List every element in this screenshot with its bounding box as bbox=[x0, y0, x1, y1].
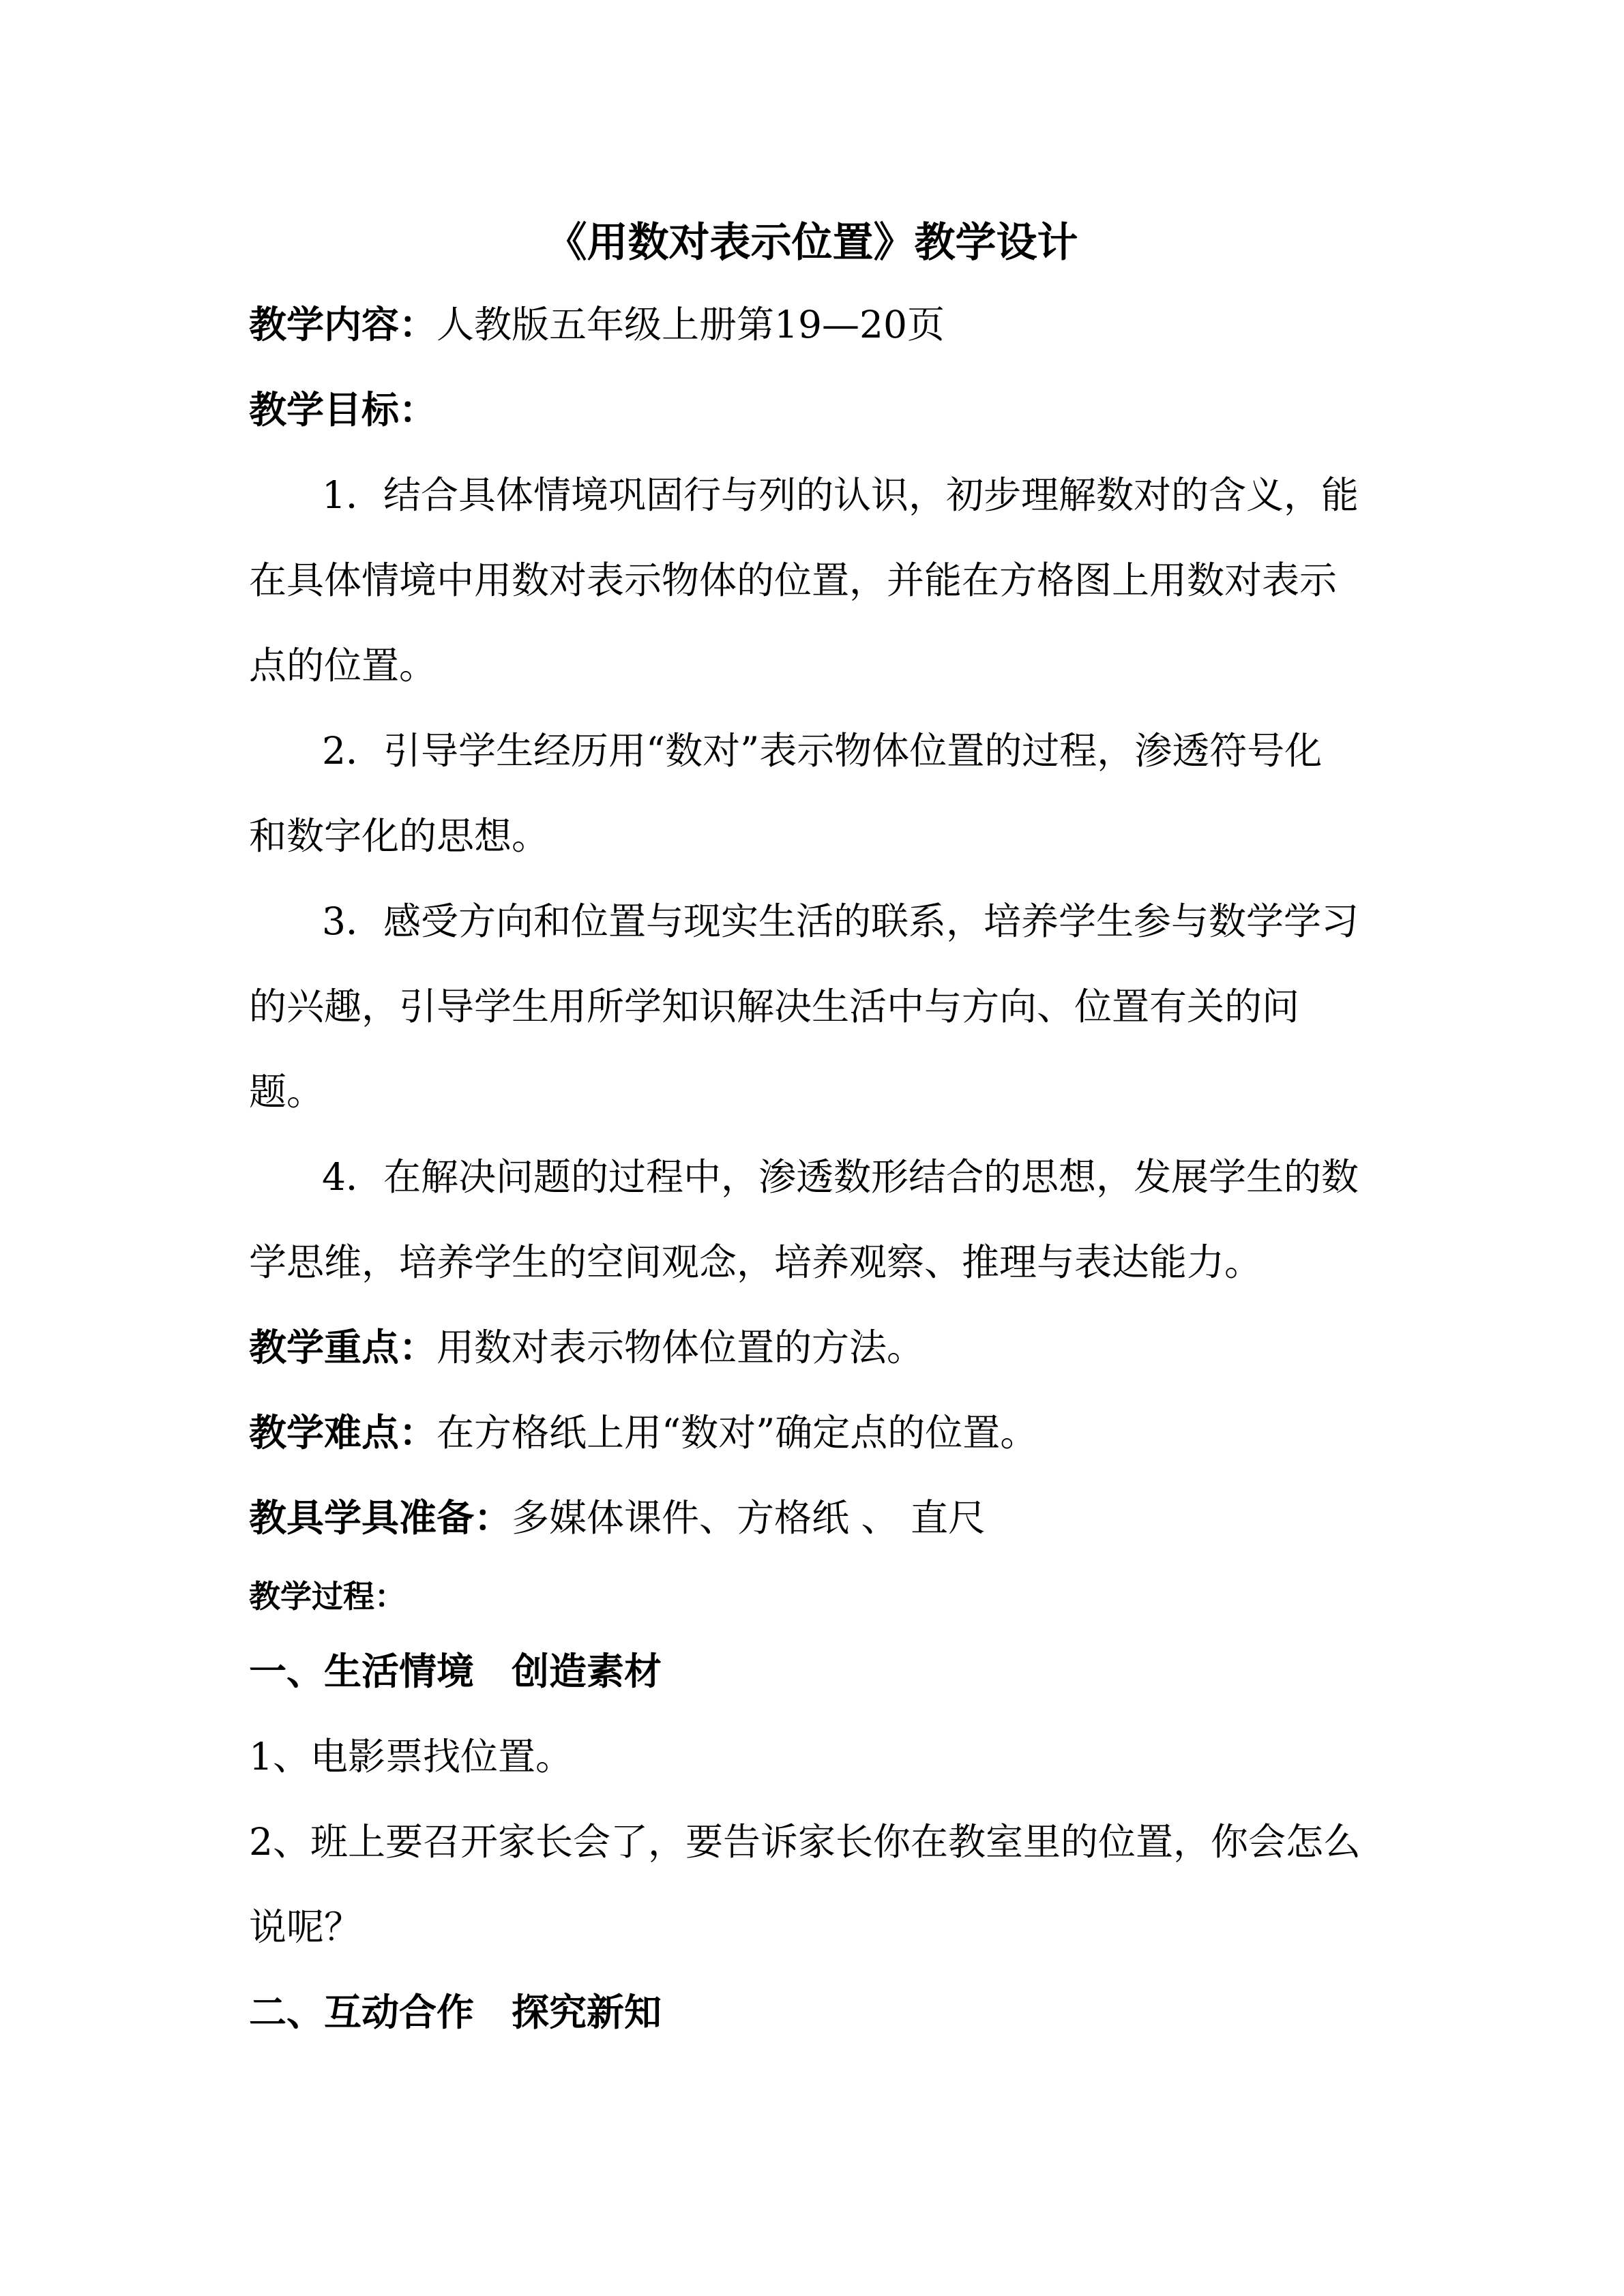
section-1-item-1: 1、电影票找位置。 bbox=[249, 1735, 573, 1778]
tools bbox=[249, 1493, 986, 1542]
goal-1-line-3: 点的位置。 bbox=[249, 644, 437, 687]
tools-label: 教具学具准备： bbox=[249, 1496, 512, 1540]
document-title: 《用数对表示位置》教学设计 bbox=[546, 219, 1078, 267]
difficulty-text: 在方格纸上用“数对”确定点的位置。 bbox=[437, 1411, 1038, 1455]
section-1-item-2-line-2: 说呢？ bbox=[249, 1905, 362, 1949]
teaching-goals-label: 教学目标： bbox=[249, 388, 437, 432]
section-1-item-2-line-1: 2、班上要召开家长会了，要告诉家长你在教室里的位置，你会怎么 bbox=[249, 1820, 1361, 1864]
key-point bbox=[249, 1323, 924, 1372]
goal-3-line-3: 题。 bbox=[249, 1070, 325, 1114]
key-point-text: 用数对表示物体位置的方法。 bbox=[437, 1326, 925, 1369]
tools-text: 多媒体课件、方格纸 、 直尺 bbox=[512, 1496, 986, 1540]
teaching-content-text: 人教版五年级上册第19—20页 bbox=[437, 303, 945, 346]
section-1-heading: 一、生活情境 创造素材 bbox=[249, 1650, 662, 1693]
goal-4-line-1: 4．在解决问题的过程中，渗透数形结合的思想，发展学生的数 bbox=[322, 1155, 1359, 1199]
goal-3-line-2: 的兴趣，引导学生用所学知识解决生活中与方向、位置有关的问 bbox=[249, 985, 1300, 1028]
section-2-heading: 二、互动合作 探究新知 bbox=[249, 1991, 662, 2034]
teaching-content bbox=[249, 300, 945, 349]
difficulty bbox=[249, 1408, 1037, 1457]
goal-1-line-1: 1．结合具体情境巩固行与列的认识，初步理解数对的含义，能 bbox=[322, 473, 1359, 517]
goal-2-line-2: 和数字化的思想。 bbox=[249, 814, 550, 858]
teaching-process-label: 教学过程： bbox=[249, 1578, 406, 1615]
goal-1-line-2: 在具体情境中用数对表示物体的位置，并能在方格图上用数对表示 bbox=[249, 558, 1338, 602]
key-point-label: 教学重点： bbox=[249, 1326, 437, 1369]
teaching-content-label: 教学内容： bbox=[249, 303, 437, 346]
goal-3-line-1: 3．感受方向和位置与现实生活的联系，培养学生参与数学学习 bbox=[322, 899, 1359, 943]
goal-4-line-2: 学思维，培养学生的空间观念，培养观察、推理与表达能力。 bbox=[249, 1240, 1263, 1284]
goal-2-line-1: 2．引导学生经历用“数对”表示物体位置的过程，渗透符号化 bbox=[322, 729, 1323, 773]
difficulty-label: 教学难点： bbox=[249, 1411, 437, 1455]
